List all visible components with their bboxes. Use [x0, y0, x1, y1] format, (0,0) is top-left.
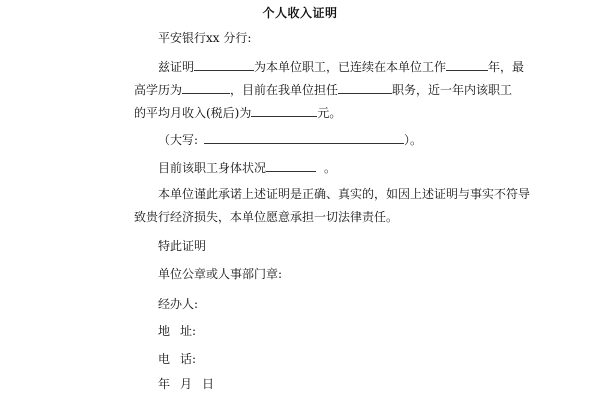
address-label — [158, 323, 196, 339]
daxie-close: ）。 — [404, 133, 423, 147]
date-year: 年 — [158, 377, 171, 391]
employee-name-blank — [194, 59, 254, 71]
health-end: 。 — [324, 161, 337, 175]
date-line — [158, 376, 214, 392]
phone-char-1: 电 — [158, 352, 171, 366]
health-line — [158, 160, 336, 176]
para1-text-3: 年，最 — [488, 60, 525, 74]
date-month: 月 — [180, 377, 193, 391]
daxie-open: （大写: — [158, 133, 199, 147]
position-blank — [338, 82, 392, 94]
document-title: 个人收入证明 — [262, 6, 338, 20]
para1-text-1: 兹证明 — [158, 60, 195, 74]
health-blank — [266, 160, 316, 172]
para1-text-7: 的平均月收入(税后)为 — [134, 106, 252, 120]
phone-label — [158, 351, 196, 367]
address-char-2: 址: — [180, 324, 197, 338]
salutation: 平安银行xx 分行: — [158, 31, 252, 45]
para1-line1 — [158, 59, 524, 75]
para1-text-4: 高学历为 — [134, 83, 183, 97]
address-char-1: 地 — [158, 324, 171, 338]
income-blank — [251, 105, 317, 117]
daxie-line — [158, 132, 422, 148]
para1-text-2: 为本单位职工，已连续在本单位工作 — [254, 60, 447, 74]
para1-text-8: 元。 — [317, 106, 342, 120]
commitment-line1: 本单位谨此承诺上述证明是正确、真实的，如因上述证明与事实不符导 — [158, 187, 531, 201]
handler-label: 经办人: — [158, 297, 199, 311]
amount-in-words-blank — [204, 132, 404, 144]
phone-char-2: 话: — [180, 352, 197, 366]
years-blank — [446, 59, 488, 71]
para1-text-6: 职务，近一年内该职工 — [392, 83, 513, 97]
commitment-line2: 致贵行经济损失，本单位愿意承担一切法律责任。 — [134, 210, 399, 224]
para1-text-5: ，目前在我单位担任 — [230, 83, 339, 97]
education-blank — [182, 82, 230, 94]
para1-line2 — [134, 82, 512, 98]
seal-label: 单位公章或人事部门章: — [158, 267, 283, 281]
date-day: 日 — [202, 377, 215, 391]
special-statement: 特此证明 — [158, 239, 207, 253]
health-label: 目前该职工身体状况 — [158, 161, 267, 175]
para1-line3 — [134, 105, 341, 121]
